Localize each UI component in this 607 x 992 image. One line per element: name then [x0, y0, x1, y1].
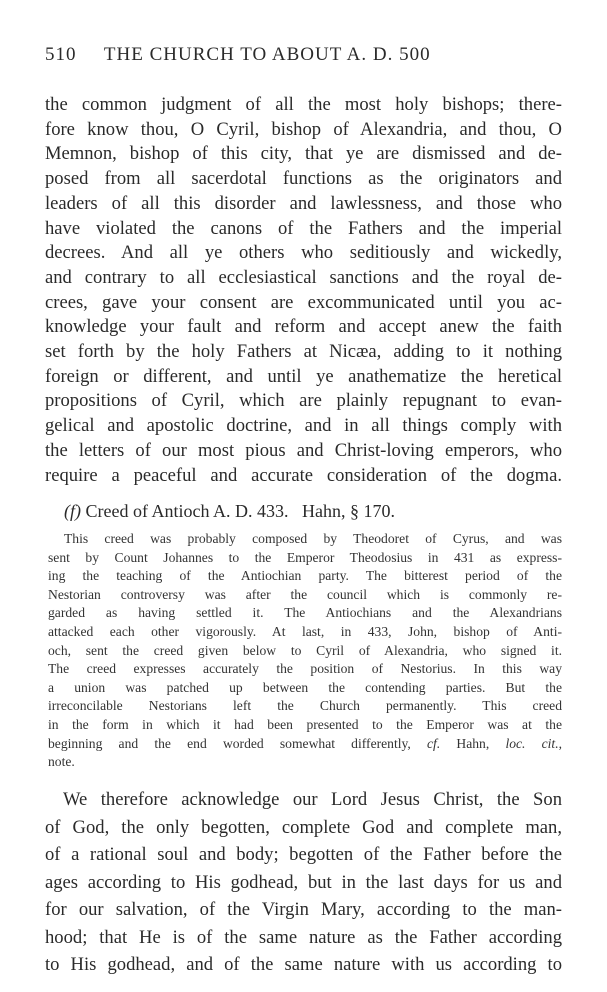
text-line: propositions of Cyril, which are plainly repugnant to evan- — [45, 390, 562, 412]
citation-loc-cit: loc. cit. — [505, 735, 559, 751]
running-title: THE CHURCH TO ABOUT A. D. 500 — [103, 44, 431, 65]
note-line: sent by Count Johannes to the Emperor Theodosius in 431 as express- — [48, 549, 562, 565]
section-heading — [64, 500, 581, 522]
page-number: 510 — [45, 44, 77, 65]
text-line: and contrary to all ecclesiastical sanctions and the royal de- — [45, 266, 562, 288]
section-marker: (f) — [64, 501, 81, 521]
note-line: This creed was probably composed by Theodoret of Cyrus, and was — [64, 531, 562, 546]
text-line: set forth by the holy Fathers at Nicæa, adding to it nothing — [45, 341, 562, 363]
text-line: leaders of all this disorder and lawlessness, and those who — [45, 192, 562, 214]
running-header — [45, 44, 431, 66]
text-line: of God, the only begotten, complete God and complete man, — [45, 816, 562, 838]
note-line: in the form in which it had been presented to the Emperor was at the — [48, 716, 562, 732]
note-text: Hahn, — [440, 735, 506, 751]
section-title: Creed of Antioch A. D. 433. Hahn, § 170. — [85, 501, 395, 521]
text-line: for our salvation, of the Virgin Mary, according to the man- — [45, 899, 562, 920]
text-line: Memnon, bishop of this city, that ye are dismissed and de- — [45, 143, 562, 165]
text-line: gelical and apostolic doctrine, and in all things comply with — [45, 415, 562, 437]
note-line: The creed expresses accurately the position of Nestorius. In this way — [48, 661, 562, 677]
note-text: , — [558, 735, 563, 751]
note-line: attacked each other vigorously. At last, in 433, John, bishop of Anti- — [48, 623, 562, 639]
text-line: knowledge your fault and reform and accept anew the faith — [45, 316, 562, 338]
note-text: beginning and the end worded somewhat differently, — [48, 735, 428, 751]
text-line: the letters of our most pious and Christ-loving emperors, who — [45, 439, 562, 461]
introductory-note — [48, 530, 562, 772]
note-line: note. — [48, 754, 75, 770]
note-line: Nestorian controversy was after the council which is commonly re- — [48, 586, 562, 602]
text-line: the common judgment of all the most holy bishops; there- — [45, 94, 562, 115]
text-line: have violated the canons of the Fathers and the imperial — [45, 217, 562, 239]
text-line: decrees. And all ye others who seditiously and wickedly, — [45, 242, 562, 264]
note-line: garded as having settled it. The Antiochians and the Alexandrians — [48, 605, 562, 621]
text-line: We therefore acknowledge our Lord Jesus Christ, the Son — [63, 789, 562, 810]
text-line: posed from all sacerdotal functions as the originators and — [45, 168, 562, 190]
text-line: crees, gave your consent are excommunicated until you ac- — [45, 291, 562, 313]
note-line: och, sent the creed given below to Cyril of Alexandria, who signed it. — [48, 642, 562, 658]
text-line: hood; that He is of the same nature as the Father according — [45, 926, 562, 948]
note-line — [48, 735, 562, 754]
citation-cf: cf. — [427, 735, 441, 751]
paragraph-condemnation — [45, 93, 562, 488]
note-line: ing the teaching of the Antiochian party. The bitterest period of the — [48, 568, 562, 584]
note-line: a union was patched up between the contending parties. But the — [48, 679, 562, 695]
text-line: of a rational soul and body; begotten of the Father before the — [45, 844, 562, 865]
paragraph-creed — [45, 786, 562, 979]
text-line: fore know thou, O Cyril, bishop of Alexandria, and thou, O — [45, 118, 562, 140]
text-line: require a peaceful and accurate consideration of the dogma. — [45, 464, 562, 486]
text-line: to His godhead, and of the same nature with us according to — [45, 954, 562, 975]
note-line: irreconcilable Nestorians left the Church permanently. This creed — [48, 698, 562, 714]
text-line: foreign or different, and until ye anathematize the heretical — [45, 365, 562, 387]
text-line: ages according to His godhead, but in the last days for us and — [45, 871, 562, 893]
